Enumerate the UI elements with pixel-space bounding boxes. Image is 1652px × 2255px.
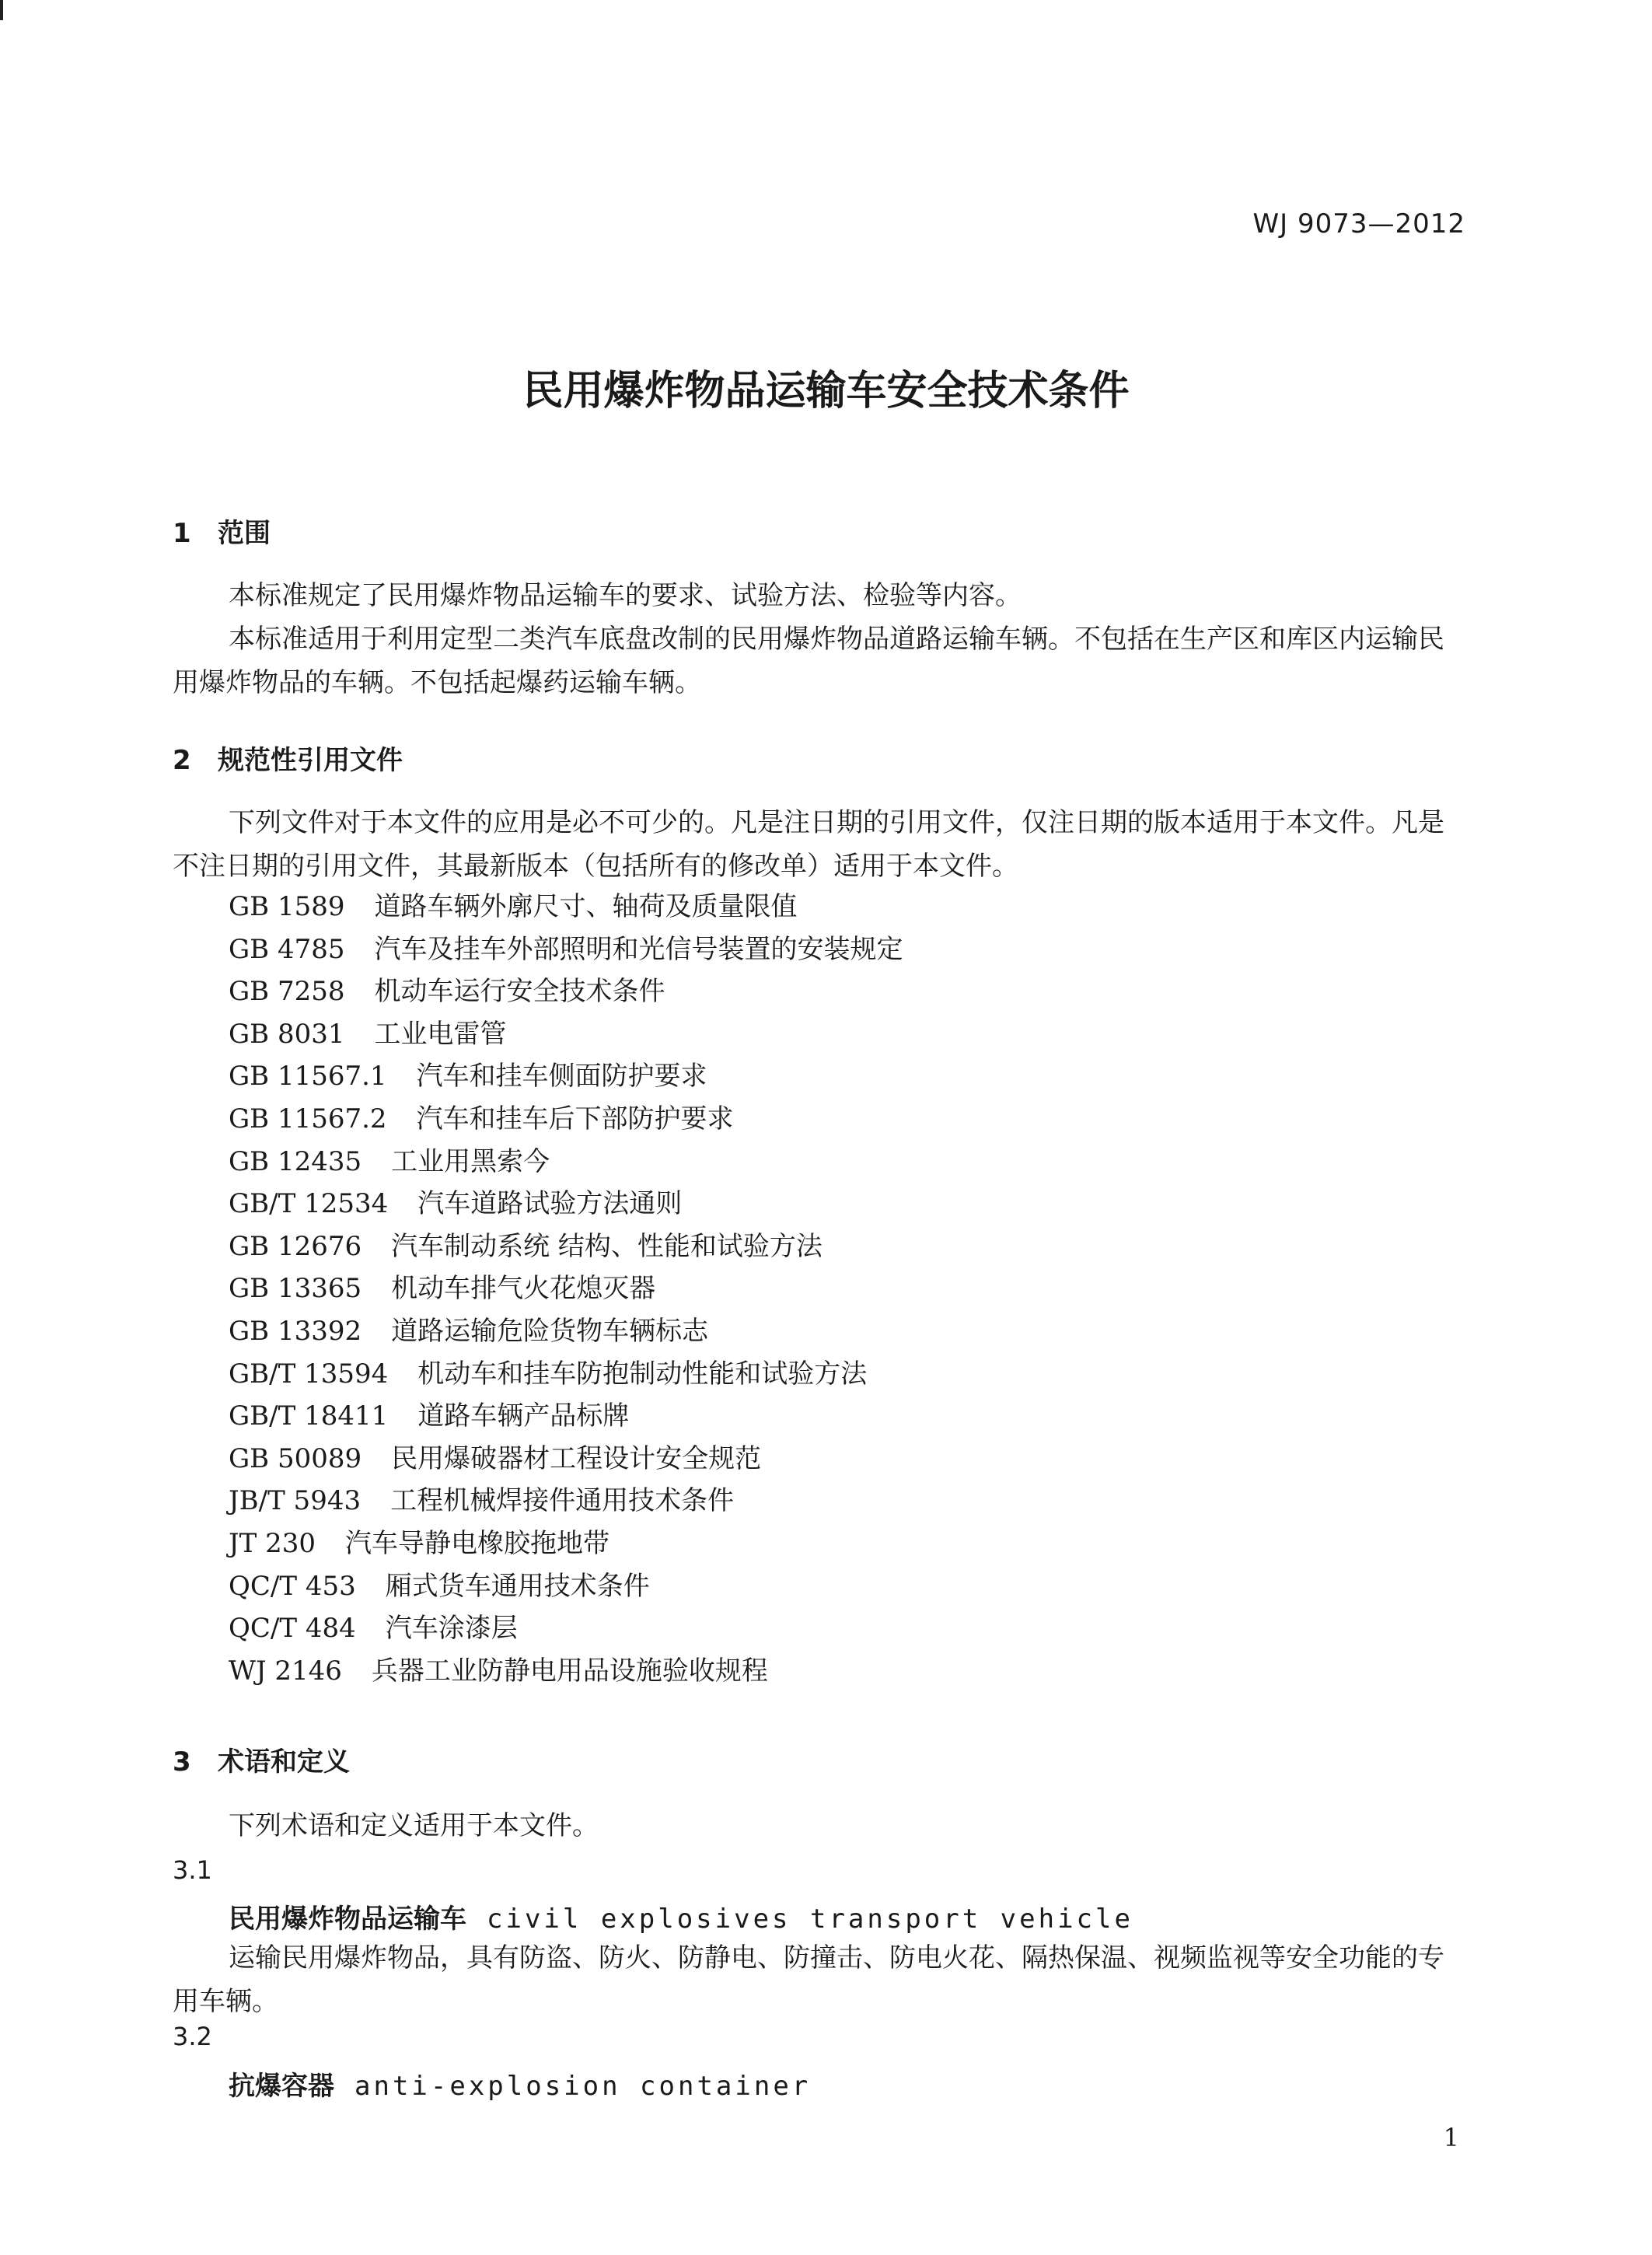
reference-code: GB 11567.2 xyxy=(229,1103,387,1134)
reference-item xyxy=(229,1523,903,1565)
reference-code: GB 11567.1 xyxy=(229,1061,387,1093)
reference-code: GB/T 18411 xyxy=(229,1400,389,1432)
section-title: 范围 xyxy=(218,518,271,549)
reference-item xyxy=(229,1650,903,1693)
reference-title: 道路运输危险货物车辆标志 xyxy=(391,1315,709,1347)
section-title: 术语和定义 xyxy=(218,1746,350,1778)
section-1-paragraph-1: 本标准规定了民用爆炸物品运输车的要求、试验方法、检验等内容。 xyxy=(229,580,1022,611)
section-2-intro: 下列文件对于本文件的应用是必不可少的。凡是注日期的引用文件，仅注日期的版本适用于本文件。凡是不注日期的引用文件，其最新版本（包括所有的修改单）适用于本文件。 xyxy=(173,807,1444,882)
term-chinese: 民用爆炸物品运输车 xyxy=(229,1904,466,1935)
section-number: 1 xyxy=(173,518,191,549)
reference-item xyxy=(229,1438,903,1481)
reference-code: JT 230 xyxy=(229,1527,316,1559)
reference-title: 工业电雷管 xyxy=(374,1018,507,1050)
reference-item xyxy=(229,1183,903,1225)
term-chinese: 抗爆容器 xyxy=(229,2071,334,2102)
reference-code: WJ 2146 xyxy=(229,1655,342,1687)
reference-item xyxy=(229,1225,903,1268)
reference-code: QC/T 453 xyxy=(229,1570,356,1602)
document-title: 民用爆炸物品运输车安全技术条件 xyxy=(522,368,1130,414)
reference-title: 工程机械焊接件通用技术条件 xyxy=(390,1485,735,1517)
reference-item xyxy=(229,1141,903,1183)
standard-number: WJ 9073—2012 xyxy=(1252,208,1465,239)
reference-code: GB 13365 xyxy=(229,1273,362,1305)
reference-item xyxy=(229,1565,903,1608)
reference-title: 道路车辆外廓尺寸、轴荷及质量限值 xyxy=(374,891,798,922)
term-3-1 xyxy=(229,1897,1133,1935)
reference-code: GB/T 13594 xyxy=(229,1358,389,1390)
scan-edge-mark xyxy=(0,0,3,20)
reference-code: GB 4785 xyxy=(229,933,345,965)
section-2-heading xyxy=(173,739,403,777)
section-3-intro: 下列术语和定义适用于本文件。 xyxy=(229,1810,599,1841)
reference-code: GB 12435 xyxy=(229,1145,362,1177)
reference-title: 机动车和挂车防抱制动性能和试验方法 xyxy=(417,1358,868,1390)
reference-item xyxy=(229,1310,903,1353)
reference-list xyxy=(229,886,903,1692)
term-english: anti-explosion container xyxy=(354,2071,812,2102)
reference-title: 汽车制动系统 结构、性能和试验方法 xyxy=(391,1230,823,1262)
reference-title: 汽车道路试验方法通则 xyxy=(417,1188,683,1220)
term-3-2-number: 3.2 xyxy=(173,2022,212,2051)
reference-title: 汽车和挂车后下部防护要求 xyxy=(416,1103,734,1134)
term-english: civil explosives transport vehicle xyxy=(487,1904,1133,1935)
reference-code: GB 50089 xyxy=(229,1442,362,1474)
reference-item xyxy=(229,1607,903,1650)
reference-item xyxy=(229,1267,903,1310)
section-title: 规范性引用文件 xyxy=(218,745,403,776)
reference-item xyxy=(229,1013,903,1056)
reference-code: GB 12676 xyxy=(229,1230,362,1262)
page-number: 1 xyxy=(1443,2123,1459,2152)
reference-item xyxy=(229,1055,903,1098)
reference-title: 汽车及挂车外部照明和光信号装置的安装规定 xyxy=(374,933,903,965)
reference-title: 兵器工业防静电用品设施验收规程 xyxy=(371,1655,768,1687)
term-3-2 xyxy=(229,2064,811,2103)
section-number: 3 xyxy=(173,1746,191,1778)
reference-title: 工业用黑索今 xyxy=(391,1145,550,1177)
reference-item xyxy=(229,886,903,928)
reference-title: 厢式货车通用技术条件 xyxy=(385,1570,650,1602)
reference-item xyxy=(229,1480,903,1523)
reference-code: GB 1589 xyxy=(229,891,345,922)
reference-title: 民用爆破器材工程设计安全规范 xyxy=(391,1442,762,1474)
reference-code: QC/T 484 xyxy=(229,1613,356,1645)
reference-code: GB/T 12534 xyxy=(229,1188,389,1220)
reference-code: GB 13392 xyxy=(229,1315,362,1347)
reference-code: GB 7258 xyxy=(229,976,345,1008)
reference-item xyxy=(229,1353,903,1396)
term-3-1-definition: 运输民用爆炸物品，具有防盗、防火、防静电、防撞击、防电火花、隔热保温、视频监视等安全功能的专用车辆。 xyxy=(173,1942,1444,2017)
reference-item xyxy=(229,970,903,1013)
section-3-heading xyxy=(173,1740,350,1778)
reference-code: JB/T 5943 xyxy=(229,1485,361,1517)
reference-item xyxy=(229,1395,903,1438)
term-3-1-number: 3.1 xyxy=(173,1855,212,1885)
section-1-paragraph-2: 本标准适用于利用定型二类汽车底盘改制的民用爆炸物品道路运输车辆。不包括在生产区和库区内运输民用爆炸物品的车辆。不包括起爆药运输车辆。 xyxy=(173,624,1444,698)
reference-title: 汽车和挂车侧面防护要求 xyxy=(416,1061,707,1093)
section-number: 2 xyxy=(173,745,191,776)
reference-code: GB 8031 xyxy=(229,1018,345,1050)
reference-item xyxy=(229,928,903,971)
reference-title: 机动车运行安全技术条件 xyxy=(374,976,665,1008)
reference-title: 汽车涂漆层 xyxy=(385,1613,518,1645)
reference-item xyxy=(229,1098,903,1141)
reference-title: 机动车排气火花熄灭器 xyxy=(391,1273,656,1305)
reference-title: 道路车辆产品标牌 xyxy=(417,1400,630,1432)
reference-title: 汽车导静电橡胶拖地带 xyxy=(345,1527,610,1559)
section-1-heading xyxy=(173,512,271,550)
